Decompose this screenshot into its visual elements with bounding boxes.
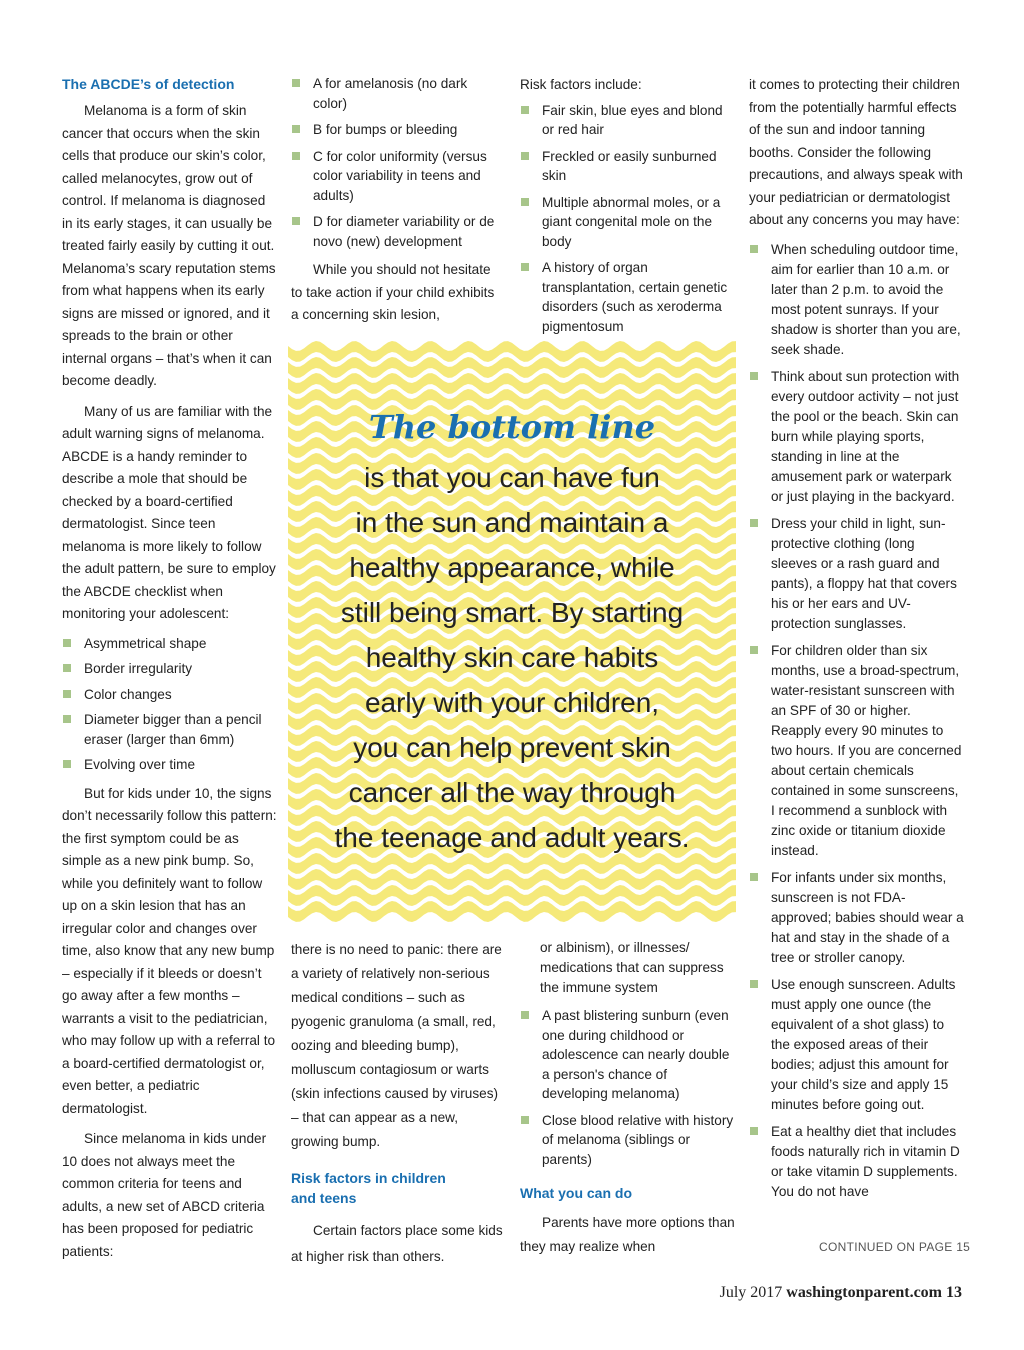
bullet-square-icon (750, 980, 758, 988)
bullet-square-icon (521, 263, 529, 271)
bullet-square-icon (521, 1011, 529, 1019)
bullet-square-icon (292, 152, 300, 160)
pull-quote-line: is that you can have fun (364, 462, 660, 493)
bullet-square-icon (63, 690, 71, 698)
bullet-list-abcde (62, 634, 277, 775)
column-3-bottom (520, 938, 735, 1267)
pull-quote-heading: The bottom line (368, 408, 656, 446)
bullet-square-icon (292, 217, 300, 225)
paragraph: or albinism), or illnesses/ medications that can suppress the immune system (540, 940, 724, 995)
list-item: A history of organ transplantation, certain genetic disorders (such as xeroderma pigmentosum (520, 258, 735, 336)
list-item: Think about sun protection with every outdoor activity – not just the pool or the beach. Skin can burn while playing sports, standing in line at the amusement park or waterpark or just playing in the backyard. (749, 367, 964, 507)
bullet-square-icon (63, 664, 71, 672)
paragraph: Melanoma is a form of skin cancer that occurs when the skin cells that produce our skin’s color, called melanocytes, grow out of control. If melanoma is diagnosed in its early stages, it can usually be treated fairly easily by cutting it out. Melanoma’s scary reputation stems from what happens when its early signs are missed or ignored, and it spreads to the brain or other internal organs – that’s when it can become deadly. (62, 103, 276, 388)
column-1 (62, 74, 277, 1271)
list-item: Close blood relative with history of melanoma (siblings or parents) (520, 1111, 735, 1170)
list-item: Diameter bigger than a pencil eraser (larger than 6mm) (62, 710, 277, 749)
bullet-square-icon (750, 372, 758, 380)
bullet-square-icon (750, 873, 758, 881)
bullet-square-icon (521, 106, 529, 114)
paragraph: Since melanoma in kids under 10 does not always meet the common criteria for teens and adults, a new set of ABCD criteria has been proposed for pediatric patients: (62, 1131, 267, 1259)
bullet-square-icon (521, 152, 529, 160)
column-2-top (291, 74, 503, 335)
paragraph: Certain factors place some kids at higher risk than others. (291, 1223, 503, 1264)
paragraph: Many of us are familiar with the adult warning signs of melanoma. ABCDE is a handy reminder to describe a mole that should be checked by a board-certified dermatologist. Since teen melanoma is more likely to follow the adult pattern, be sure to employ the ABCDE checklist when monitoring your adolescent: (62, 403, 276, 621)
paragraph: While you should not hesitate to take action if your child exhibits a concerning skin lesion, (291, 262, 495, 322)
bullet-square-icon (292, 125, 300, 133)
page-number: 13 (946, 1284, 962, 1301)
column-4 (749, 74, 964, 1210)
section-heading-abcde: The ABCDE’s of detection (62, 76, 235, 92)
site-name: washingtonparent.com (786, 1284, 942, 1301)
page-footer (720, 1284, 962, 1302)
list-item: C for color uniformity (versus color variability in teens and adults) (291, 147, 503, 206)
bullet-square-icon (750, 1127, 758, 1135)
list-item: Border irregularity (62, 659, 277, 679)
paragraph: Risk factors include: (520, 77, 642, 92)
list-item: Fair skin, blue eyes and blond or red hair (520, 101, 735, 140)
section-heading-what-you-can-do: What you can do (520, 1185, 632, 1201)
pull-quote (288, 338, 736, 924)
continued-note: CONTINUED ON PAGE 15 (819, 1240, 971, 1254)
list-item: Multiple abnormal moles, or a giant congenital mole on the body (520, 193, 735, 252)
bullet-square-icon (292, 79, 300, 87)
pull-quote-line: in the sun and maintain a (355, 507, 669, 538)
list-item: B for bumps or bleeding (291, 120, 503, 140)
bullet-list-risk-factors-cont (520, 1006, 735, 1169)
bullet-list-precautions (749, 240, 964, 1202)
list-item: Dress your child in light, sun-protective clothing (long sleeves or a rash guard and pants), a floppy hat that covers his or her ears and UV-protection sunglasses. (749, 514, 964, 634)
pull-quote-line: healthy appearance, while (349, 552, 675, 583)
section-heading-risk-factors: Risk factors in children and teens (291, 1170, 446, 1206)
bullet-square-icon (521, 1116, 529, 1124)
list-item: When scheduling outdoor time, aim for earlier than 10 a.m. or later than 2 p.m. to avoid the most potent sunrays. If your shadow is shorter than you are, seek shade. (749, 240, 964, 360)
pull-quote-text (306, 455, 718, 860)
column-3-top (520, 74, 735, 344)
bullet-list-abcd-pediatric (291, 74, 503, 251)
bullet-square-icon (521, 198, 529, 206)
list-item: Evolving over time (62, 755, 277, 775)
paragraph: Parents have more options than they may realize when (520, 1215, 735, 1254)
bullet-square-icon (750, 646, 758, 654)
paragraph: there is no need to panic: there are a variety of relatively non-serious medical conditions – such as pyogenic granuloma (a small, red, oozing and bleeding bump), molluscum contagiosum or warts (skin infections caused by viruses) – that can appear as a new, growing bump. (291, 942, 502, 1149)
bullet-square-icon (750, 245, 758, 253)
column-2-bottom (291, 938, 503, 1278)
list-item: Eat a healthy diet that includes foods naturally rich in vitamin D or take vitamin D supplements. You do not have (749, 1122, 964, 1202)
issue-date: July 2017 (719, 1284, 783, 1301)
list-item: A past blistering sunburn (even one during childhood or adolescence can nearly double a person's chance of developing melanoma) (520, 1006, 735, 1104)
list-item: Color changes (62, 685, 277, 705)
pull-quote-line: the teenage and adult years. (334, 822, 690, 853)
bullet-square-icon (63, 639, 71, 647)
list-item: For infants under six months, sunscreen is not FDA-approved; babies should wear a hat and stay in the shade of a tree or stroller canopy. (749, 868, 964, 968)
pull-quote-line: healthy skin care habits (365, 642, 659, 673)
pull-quote-line: you can help prevent skin (353, 732, 671, 763)
pull-quote-line: still being smart. By starting (340, 597, 684, 628)
list-item: Asymmetrical shape (62, 634, 277, 654)
bullet-list-risk-factors (520, 101, 735, 337)
list-item: D for diameter variability or de novo (new) development (291, 212, 503, 251)
list-item: Use enough sunscreen. Adults must apply one ounce (the equivalent of a shot glass) to the exposed areas of their bodies; adjust this amount for your child’s size and apply 15 minutes before going out. (749, 975, 964, 1115)
paragraph: But for kids under 10, the signs don’t necessarily follow this pattern: the first symptom could be as simple as a new pink bump. So, while you definitely want to follow up on a skin lesion that has an irregular color and changes over time, also know that any new bump – especially if it bleeds or doesn’t go away after a few months – warrants a visit to the pediatrician, who may follow up with a referral to a board-certified dermatologist or, even better, a pediatric dermatologist. (62, 785, 277, 1116)
list-item: Freckled or easily sunburned skin (520, 147, 735, 186)
bullet-square-icon (63, 760, 71, 768)
bullet-square-icon (750, 519, 758, 527)
paragraph: it comes to protecting their children from the potentially harmful effects of the sun and indoor tanning booths. Consider the following precautions, and always speak with your pediatrician or dermatologist about any concerns you may have: (749, 77, 963, 227)
list-item: A for amelanosis (no dark color) (291, 74, 503, 113)
bullet-square-icon (63, 715, 71, 723)
pull-quote-line: cancer all the way through (348, 777, 676, 808)
pull-quote-line: early with your children, (364, 687, 660, 718)
list-item: For children older than six months, use a broad-spectrum, water-resistant sunscreen with an SPF of 30 or higher. Reapply every 90 minutes to two hours. If you are concerned about certain chemicals contained in some sunscreens, I recommend a sunblock with zinc oxide or titanium dioxide instead. (749, 641, 964, 861)
